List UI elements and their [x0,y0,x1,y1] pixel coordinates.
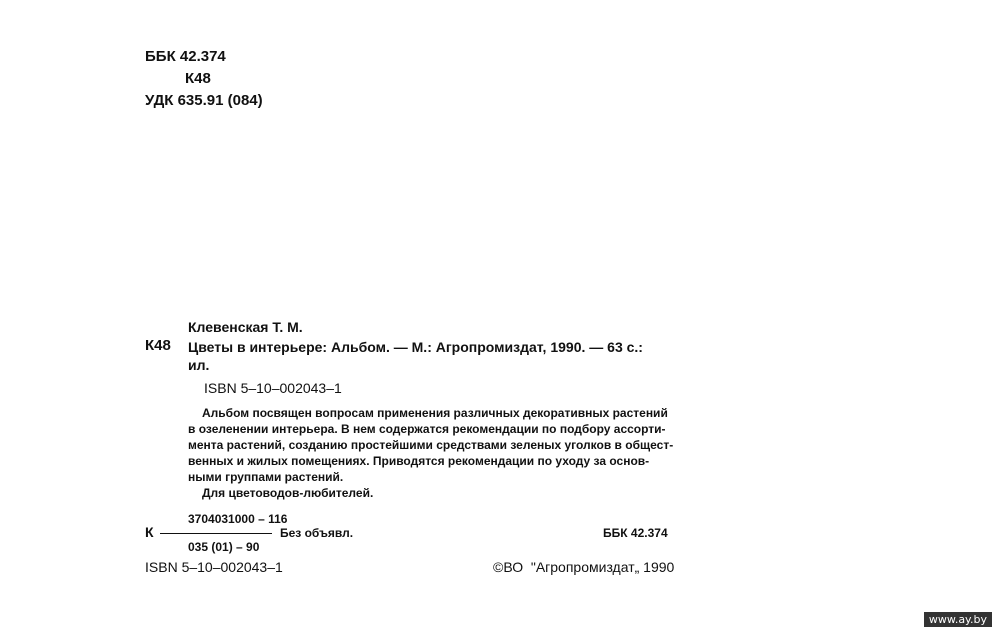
title-line-2: ил. [188,357,210,373]
annotation-line: ными группами растений. [188,470,344,484]
annotation-line: мента растений, созданию простейшими средствами зеленых уголков в общест- [188,438,674,452]
fraction-numerator: 3704031000 – 116 [188,512,288,526]
no-ad-label: Без объявл. [280,526,354,540]
annotation-line: в озеленении интерьера. В нем содержатся рекомендации по подбору ассорти- [188,422,666,436]
footer-isbn: ISBN 5–10–002043–1 [145,559,283,575]
bbk-index: ББК 42.374 [145,48,226,65]
k-letter: К [145,524,154,540]
author-mark: К48 [185,70,211,87]
title-line-1: Цветы в интерьере: Альбом. — М.: Агропромиздат, 1990. — 63 с.: [188,339,643,355]
author-name: Клевенская Т. М. [188,319,303,335]
annotation-line: Альбом посвящен вопросам применения различных декоративных растений [202,406,668,420]
copyright: ©ВО "Агропромиздат„ 1990 [493,559,675,575]
fraction-denominator: 035 (01) – 90 [188,540,260,554]
udk-index: УДК 635.91 (084) [145,92,263,109]
watermark: www.ay.by [924,612,992,627]
record-isbn: ISBN 5–10–002043–1 [204,380,342,396]
audience: Для цветоводов-любителей. [202,486,374,500]
annotation [188,405,688,501]
footer-bbk: ББК 42.374 [603,526,668,540]
fraction-line [160,533,272,534]
record-mark: К48 [145,337,171,354]
annotation-line: венных и жилых помещениях. Приводятся рекомендации по уходу за основ- [188,454,650,468]
